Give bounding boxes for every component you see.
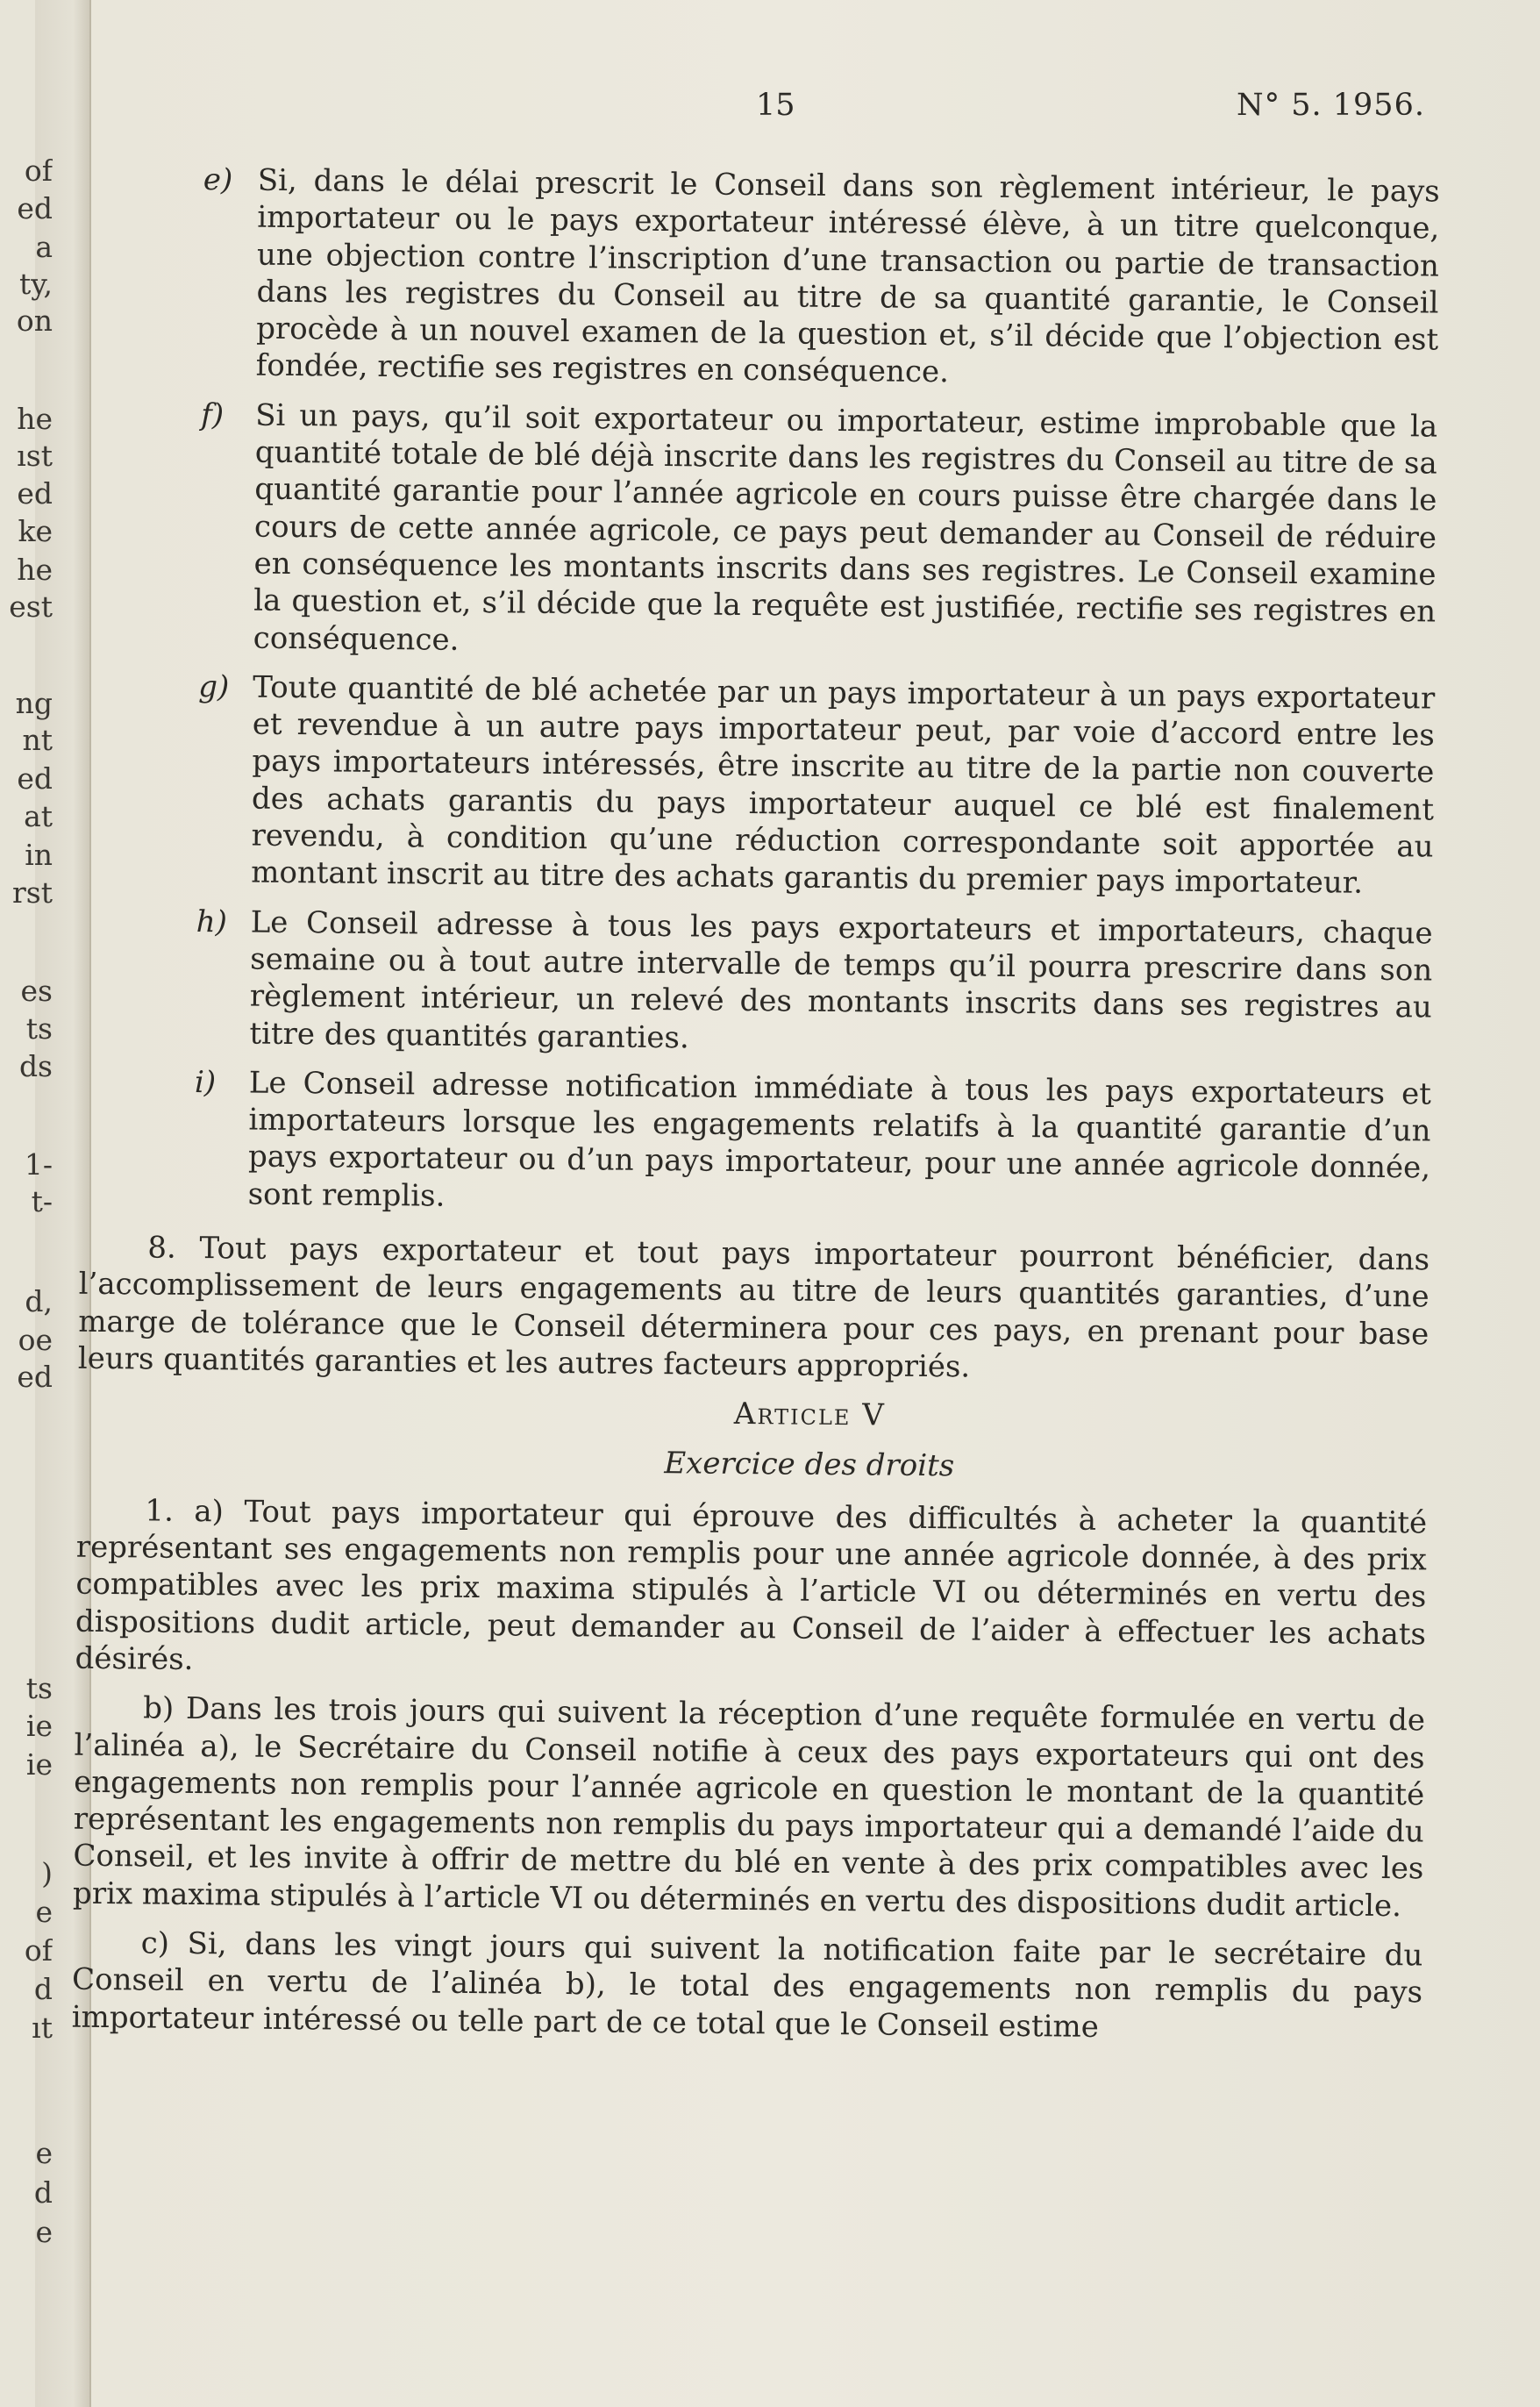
bleed-fragment: d, xyxy=(25,1284,53,1318)
paragraph-e xyxy=(202,161,1440,396)
bleed-fragment: e xyxy=(35,1895,53,1929)
item-label: h) xyxy=(196,904,228,939)
bleed-fragment: ed xyxy=(17,191,53,225)
bleed-fragment: ty, xyxy=(18,267,53,301)
bleed-fragment: ed xyxy=(17,476,53,511)
bleed-fragment: d xyxy=(33,2175,53,2210)
paragraph-text: Toute quantité de blé achetée par un pays importateur à un pays exportateur et revendue à un autre pays importateur peut, par voie d’accord entre les pays importateurs intéressés, être inscrite au titre de la partie non couverte des achats garantis du pays importateur auquel ce blé est finalement revendu, à condition qu’une réduction correspondante soit apportée au montant inscrit au titre des achats garantis du premier pays importateur. xyxy=(251,669,1436,902)
paragraph-h xyxy=(195,904,1433,1064)
bleed-fragment: ıt xyxy=(32,2011,53,2045)
article-subtitle: Exercice des droits xyxy=(664,1445,955,1483)
bleed-fragment: he xyxy=(17,553,53,587)
paragraph-i xyxy=(194,1064,1432,1225)
page-header xyxy=(0,88,1540,132)
bleed-fragment: 1- xyxy=(24,1147,53,1182)
bleed-fragment: e xyxy=(35,2136,53,2170)
paragraph-text: Si, dans le délai prescrit le Conseil dans son règlement intérieur, le pays importateur ou le pays exportateur intéressé élève, à un titre quelconque, une objection contre l’inscription d’une transaction ou partie de transaction dans les registres du Conseil au titre de sa quantité garantie, le Conseil procède à un nouvel examen de la question et, s’il décide que l’objection est fondée, rectifie ses registres en conséquence. xyxy=(255,162,1440,390)
bleed-fragment: of xyxy=(24,154,53,188)
item-label: i) xyxy=(194,1064,217,1101)
bleed-fragment: on xyxy=(16,304,53,338)
bleed-fragment: ie xyxy=(25,1709,53,1743)
bleed-fragment: ) xyxy=(41,1856,53,1890)
bleed-fragment: ke xyxy=(18,514,53,548)
paragraph-f xyxy=(199,396,1438,668)
document-reference: N° 5. 1956. xyxy=(1237,88,1425,123)
bleed-fragment: es xyxy=(20,974,53,1008)
paragraph-g xyxy=(196,668,1435,903)
article-paragraph-1c: c) Si, dans les vingt jours qui suivent la notification faite par le secrétaire du Conseil en vertu de l’alinéa b), le total des engagements non remplis du pays importateur intéressé ou telle part de ce total que le Conseil estime xyxy=(71,1925,1423,2045)
article-title: Article V xyxy=(733,1396,886,1433)
paragraph-text: Le Conseil adresse notification immédiate à tous les pays exportateurs et importateurs lorsque les engagements relatifs à la quantité garantie d’un pays exportateur ou d’un pays importateur, pour une année agricole donnée, sont remplis. xyxy=(247,1065,1432,1214)
bleed-fragment: oe xyxy=(18,1323,53,1357)
bleed-fragment: of xyxy=(24,1933,53,1968)
article-paragraph-1b: b) Dans les trois jours qui suivent la réception d’une requête formulée en vertu de l’alinéa a), le Secrétaire du Conseil notifie à ceux des pays exportateurs qui ont des engagements non remplis pour l’année agricole en question le montant de la quantité représentant les engagements non remplis du pays importateur qui a demandé l’aide du Conseil, et les invite à offrir de mettre du blé en vente à des prix compatibles avec les prix maxima stipulés à l’article VI ou déterminés en vertu des dispositions dudit article. xyxy=(72,1690,1426,1924)
page-number: 15 xyxy=(756,88,795,123)
bleed-fragment: est xyxy=(9,589,53,624)
item-label: g) xyxy=(198,668,230,705)
bleed-fragment: t- xyxy=(31,1184,53,1218)
bleed-fragment: in xyxy=(25,838,53,872)
bleed-fragment: ng xyxy=(15,686,53,720)
body-text xyxy=(71,161,1440,2048)
item-label: e) xyxy=(203,161,233,198)
bleed-fragment: e xyxy=(35,2215,53,2249)
bleed-fragment: rst xyxy=(12,875,53,910)
item-label: f) xyxy=(201,396,225,433)
bleed-fragment: ts xyxy=(25,1011,53,1046)
bleed-fragment: ie xyxy=(25,1747,53,1782)
bleed-fragment: ed xyxy=(17,1360,53,1394)
bleed-fragment: ts xyxy=(25,1671,53,1705)
paragraph-text: Si un pays, qu’il soit exportateur ou importateur, estime improbable que la quantité totale de blé déjà inscrite dans les registres du Conseil au titre de sa quantité garantie pour l’année agricole en cours puisse être chargée dans le cours de cette année agricole, ce pays peut demander au Conseil de réduire en conséquence les montants inscrits dans ses registres. Le Conseil examine la question et, s’il décide que la requête est justifiée, rectifie ses registres en conséquence. xyxy=(253,397,1438,658)
bleed-fragment: nt xyxy=(22,723,53,757)
paragraph-text: Le Conseil adresse à tous les pays exportateurs et importateurs, chaque semaine ou à tout autre intervalle de temps qu’il pourra prescrire dans son règlement intérieur, un relevé des montants inscrits dans ses registres au titre des quantités garanties. xyxy=(249,904,1433,1055)
bleed-fragment: d xyxy=(33,1972,53,2006)
article-paragraph-1a: 1. a) Tout pays importateur qui éprouve des difficultés à acheter la quantité représentant ses engagements non remplis pour une année agricole donnée, à des prix compatibles avec les prix maxima stipulés à l’article VI ou déterminés en vertu des dispositions dudit article, peut demander au Conseil de l’aider à effectuer les achats désirés. xyxy=(75,1493,1428,1677)
bleed-fragment: a xyxy=(35,230,53,264)
bleed-fragment: ıst xyxy=(17,439,53,473)
bleed-fragment: ed xyxy=(17,761,53,796)
paragraph-8: 8. Tout pays exportateur et tout pays importateur pourront bénéficier, dans l’accomplissement de leurs engagements au titre de leurs quantités garanties, d’une marge de tolérance que le Conseil déterminera pour ces pays, en prenant pour base leurs quantités garanties et les autres facteurs appropriés. xyxy=(77,1230,1430,1385)
bleed-fragment: he xyxy=(17,402,53,436)
bleed-fragment: ds xyxy=(18,1049,53,1083)
bleed-fragment: at xyxy=(24,799,53,833)
